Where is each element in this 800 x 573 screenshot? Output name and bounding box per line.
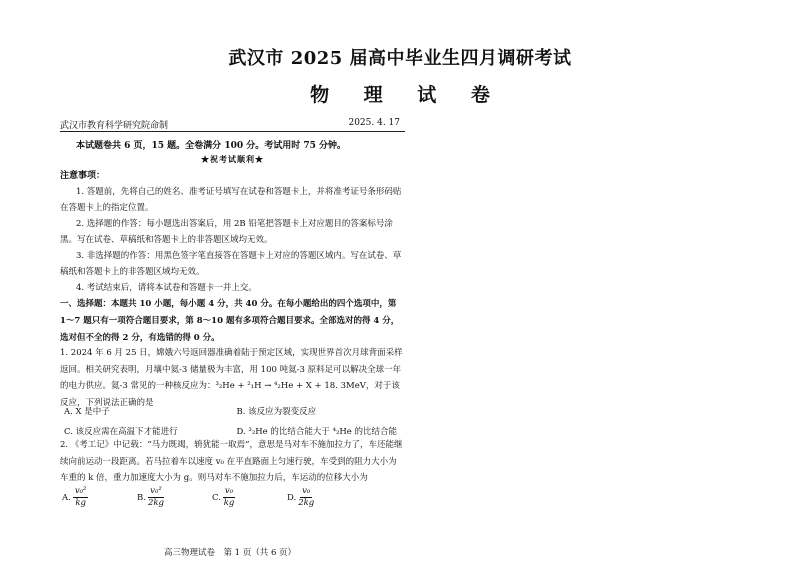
fraction bbox=[298, 486, 314, 509]
fraction bbox=[73, 486, 89, 509]
fraction bbox=[223, 486, 235, 509]
fraction bbox=[148, 486, 164, 509]
denominator: kg bbox=[75, 498, 86, 508]
header-divider bbox=[60, 131, 405, 132]
numerator: v₀ bbox=[224, 486, 234, 496]
numerator: v₀ bbox=[302, 486, 311, 496]
option-d bbox=[287, 486, 362, 509]
denominator: 2kg bbox=[298, 498, 315, 508]
question-1-stem: 1. 2024 年 6 月 25 日，嫦娥六号返回器准确着陆于预定区域，实现世界首次月球背面采样返回。相关研究表明，月壤中氦-3 储量极为丰富，用 100 吨氦-3 原料足可以解决全球一年的电力供应。氦-3 常见的一种核反应为：³₂He + ²₁H → ⁴₂He + X + 18. 3MeV，对于该反应，下列说法正确的是 bbox=[60, 348, 403, 408]
option-b bbox=[137, 486, 212, 509]
option-label: D. bbox=[287, 492, 297, 503]
exam-intro: 本试题卷共 6 页，15 题。全卷满分 100 分。考试用时 75 分钟。 bbox=[76, 141, 347, 151]
option-c bbox=[212, 486, 287, 509]
option-label: C. bbox=[212, 492, 221, 503]
option-a bbox=[62, 486, 137, 509]
wish-text: ★祝考试顺利★ bbox=[201, 154, 264, 164]
note-item: 1. 答题前，先将自己的姓名、准考证号填写在试卷和答题卡上，并将准考证号条形码贴在答题卡上的指定位置。 bbox=[60, 187, 402, 213]
question-1-options bbox=[60, 405, 405, 437]
exam-title: 武汉市 2025 届高中毕业生四月调研考试 bbox=[228, 48, 572, 69]
denominator: kg bbox=[223, 498, 235, 508]
notes-list bbox=[60, 184, 405, 296]
exam-date: 2025. 4. 17 bbox=[348, 118, 400, 128]
note-item: 3. 非选择题的作答：用黑色签字笔直接答在答题卡上对应的答题区域内。写在试卷、草稿纸和答题卡上的非答题区域均无效。 bbox=[60, 251, 402, 277]
note-item: 2. 选择题的作答：每小题选出答案后，用 2B 铅笔把答题卡上对应题目的答案标号涂黑。写在试卷、草稿纸和答题卡上的非答题区域均无效。 bbox=[60, 219, 393, 245]
question-2-stem: 2. 《考工记》中记载：“马力既竭，辀犹能一取焉”，意思是马对车不施加拉力了，车还能继续向前运动一段距离。若马拉着车以速度 v₀ 在平直路面上匀速行驶，车受到的阻力大小为车重的 k 倍，重力加速度大小为 g。则马对车不施加拉力后，车运动的位移大小为 bbox=[60, 440, 403, 483]
section-heading: 一、选择题：本题共 10 小题，每小题 4 分，共 40 分。在每小题给出的四个选项中，第 1～7 题只有一项符合题目要求，第 8～10 题有多项符合题目要求。全部选对的得 4 分，选对但不全的得 2 分，有选错的得 0 分。 bbox=[60, 299, 400, 343]
option-label: B. bbox=[137, 492, 146, 503]
denominator: 2kg bbox=[147, 498, 164, 508]
option-b: B. 该反应为裂变反应 bbox=[236, 407, 317, 417]
numerator: v₀² bbox=[150, 486, 162, 496]
option-a: A. X 是中子 bbox=[64, 407, 110, 417]
note-item: 4. 考试结束后，请将本试卷和答题卡一并上交。 bbox=[76, 283, 257, 293]
option-c: C. 该反应需在高温下才能进行 bbox=[64, 427, 178, 437]
option-d: D. ³₂He 的比结合能大于 ⁴₂He 的比结合能 bbox=[236, 427, 398, 437]
option-label: A. bbox=[62, 492, 71, 503]
notes-heading: 注意事项： bbox=[60, 171, 106, 181]
numerator: v₀² bbox=[74, 486, 87, 496]
header-meta bbox=[60, 118, 400, 131]
subject-title: 物 理 试 卷 bbox=[310, 84, 504, 106]
publisher: 武汉市教育科学研究院命制 bbox=[60, 121, 169, 131]
question-2-options bbox=[62, 486, 362, 509]
page-footer: 高三物理试卷 第 1 页（共 6 页） bbox=[163, 548, 297, 558]
